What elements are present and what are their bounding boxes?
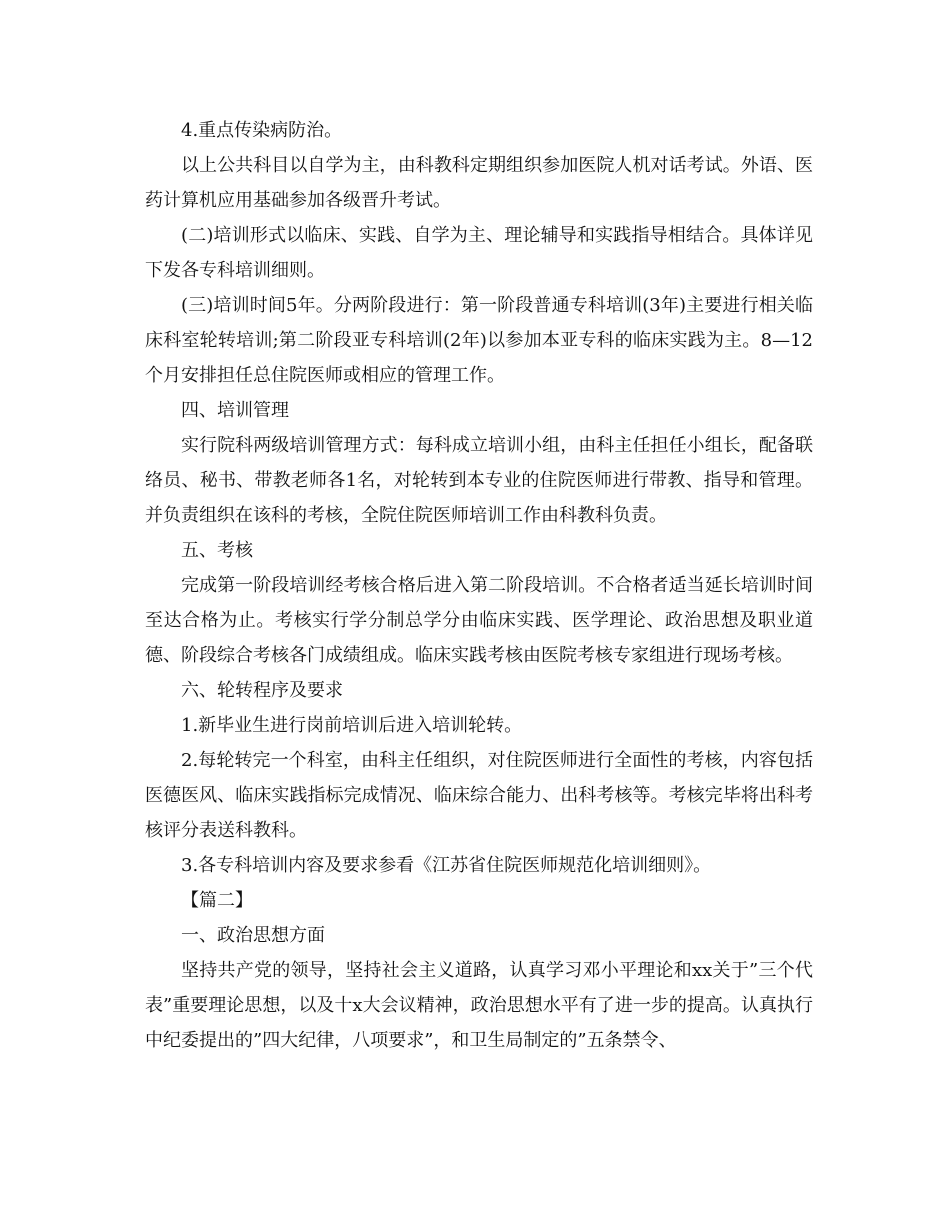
paragraph-training-form: (二)培训形式以临床、实践、自学为主、理论辅导和实践指导相结合。具体详见下发各专科培训细则。	[145, 225, 813, 281]
paragraph-management: 实行院科两级培训管理方式：每科成立培训小组，由科主任担任小组长，配备联络员、秘书、带教老师各1名，对轮转到本专业的住院医师进行带教、指导和管理。并负责组织在该科的考核，全院住院医师培训工作由科教科负责。	[145, 435, 813, 526]
section-marker-part-two: 【篇二】	[181, 890, 253, 911]
item-public-subject-4: 4.重点传染病防治。	[181, 120, 343, 141]
document-body	[145, 113, 813, 1058]
paragraph-political-thought: 坚持共产党的领导，坚持社会主义道路，认真学习邓小平理论和xx关于”三个代表”重要理论思想，以及十x大会议精神，政治思想水平有了进一步的提高。认真执行中纪委提出的”四大纪律，八项要求”，和卫生局制定的”五条禁令、	[145, 960, 813, 1051]
item-rotation-2: 2.每轮转完一个科室，由科主任组织，对住院医师进行全面性的考核，内容包括医德医风、临床实践指标完成情况、临床综合能力、出科考核等。考核完毕将出科考核评分表送科教科。	[145, 750, 813, 841]
paragraph-self-study: 以上公共科目以自学为主，由科教科定期组织参加医院人机对话考试。外语、医药计算机应用基础参加各级晋升考试。	[145, 155, 813, 211]
item-rotation-1: 1.新毕业生进行岗前培训后进入培训轮转。	[181, 715, 523, 736]
paragraph-assessment: 完成第一阶段培训经考核合格后进入第二阶段培训。不合格者适当延长培训时间至达合格为止。考核实行学分制总学分由临床实践、医学理论、政治思想及职业道德、阶段综合考核各门成绩组成。临床实践考核由医院考核专家组进行现场考核。	[145, 575, 813, 666]
heading-rotation: 六、轮转程序及要求	[181, 680, 343, 701]
paragraph-training-time: (三)培训时间5年。分两阶段进行：第一阶段普通专科培训(3年)主要进行相关临床科室轮转培训;第二阶段亚专科培训(2年)以参加本亚专科的临床实践为主。8—12个月安排担任总住院医师或相应的管理工作。	[145, 295, 813, 386]
item-rotation-3: 3.各专科培训内容及要求参看《江苏省住院医师规范化培训细则》。	[181, 855, 712, 876]
heading-training-management: 四、培训管理	[181, 400, 289, 421]
heading-assessment: 五、考核	[181, 540, 253, 561]
heading-political-thought: 一、政治思想方面	[181, 925, 325, 946]
